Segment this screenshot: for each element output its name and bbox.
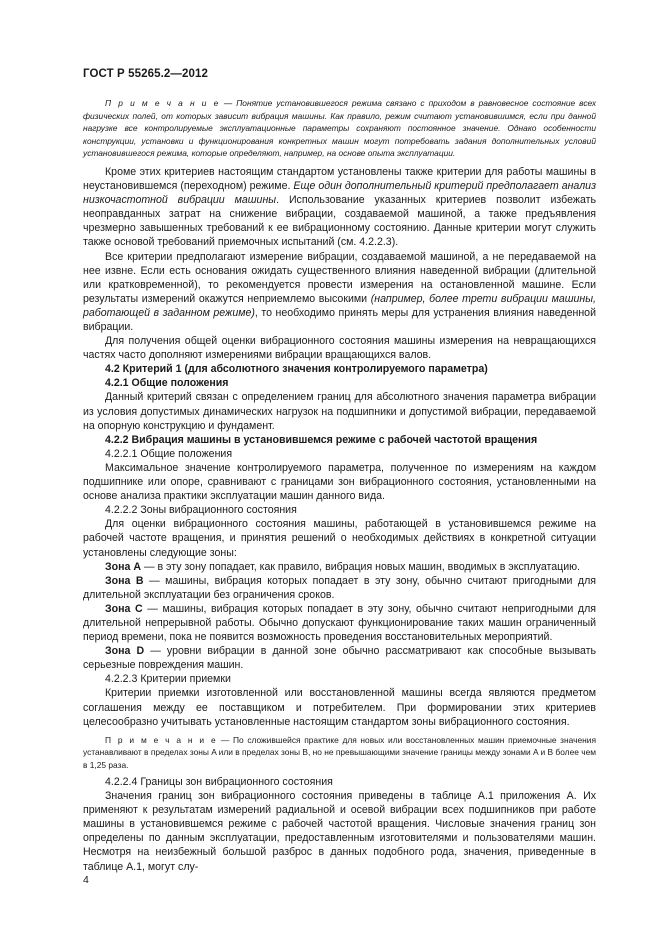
zone-label: Зона B bbox=[105, 574, 144, 587]
zone-label: Зона A bbox=[105, 560, 141, 573]
section-heading-4-2-2-1: 4.2.2.1 Общие положения bbox=[105, 447, 233, 460]
paragraph-text: Кроме этих критериев настоящим стандартом установлены также критерии для работы машины в неустановившемся (переходном) режиме. bbox=[83, 165, 596, 193]
zone-text: — в эту зону попадает, как правило, вибрация новых машин, вводимых в эксплуатацию. bbox=[141, 560, 580, 573]
paragraph-text: Все критерии предполагают измерение вибрации, создаваемой машиной, а не передаваемой на нее извне. Если есть основания ожидать существенного влияния наведенной вибрации (длительной или кратковременной), то рекомендуется провести измерения на остановленной машине. Если результаты измерений окажутся неприемлемо высокими bbox=[83, 250, 596, 305]
section-heading-4-2-2-4: 4.2.2.4 Границы зон вибрационного состояния bbox=[105, 775, 333, 788]
document-header: ГОСТ Р 55265.2—2012 bbox=[83, 68, 208, 80]
paragraph-induced-vibration bbox=[83, 250, 596, 335]
paragraph-text: , то необходимо принять меры для устранения влияния наведенной вибрации. bbox=[83, 306, 596, 333]
paragraph-4-2-2-2: Для оценки вибрационного состояния машины, работающей в установившемся режиме на рабочей частоте вращения, и принятия решений о необходимых действиях в конкретной ситуации установлены следующие зоны: bbox=[83, 518, 596, 559]
document-body bbox=[83, 97, 596, 874]
paragraph-italic-text: Еще один дополнительный критерий предполагает анализ низкочастотной вибрации машины bbox=[83, 180, 596, 207]
section-heading-4-2-1: 4.2.1 Общие положения bbox=[105, 377, 229, 390]
note-label: П р и м е ч а н и е bbox=[105, 734, 218, 745]
note-acceptance bbox=[83, 734, 596, 771]
paragraph-4-2-2-4: Значения границ зон вибрационного состояния приведены в таблице А.1 приложения А. Их применяют к результатам измерений радиальной и осевой вибрации всех подшипников при работе машины в установившемся режиме с рабочей частотой вращения. Числовые значения границ зон определены по данным эксплуатации, предоставленным изготовителями и пользователями машин. Несмотря на неизбежный большой разброс в данных подобного рода, значения, приведенные в таблице А.1, могут слу- bbox=[83, 790, 596, 873]
zone-text: — машины, вибрация которых попадает в эту зону, обычно считают непригодными для длительной непрерывной работы. Обычно допускают функционирование таких машин ограниченный период времени, пока не появится возможность проведения восстановительных мероприятий. bbox=[83, 602, 597, 644]
paragraph-text: . Использование указанных критериев позволит избежать неоправданных затрат на снижение вибрации, создаваемой машиной, а также предъявления чрезмерно завышенных требований к ее вибрационному состоянию. Данные критерии могут служить также основой требований приемочных испытаний (см. 4.2.2.3). bbox=[83, 194, 596, 249]
paragraph-4-2-1: Данный критерий связан с определением границ для абсолютного значения параметра вибрации из условия допустимых динамических нагрузок на подшипники и допустимой вибрации, передаваемой на опорную конструкцию и фундамент. bbox=[83, 391, 596, 432]
paragraph-4-2-2-1: Максимальное значение контролируемого параметра, полученное по измерениям на каждом подшипнике или опоре, сравнивают с границами зон вибрационного состояния, установленными на основе анализа практики эксплуатации машин данного вида. bbox=[83, 461, 596, 503]
note-text: — Понятие установившегося режима связано с приходом в равновесное состояние всех физических полей, от которых зависит вибрация машины. Как правило, режим считают установившимся, если при данной нагрузке все контролируемые эксплуатационные параметры сохраняют постоянное значение. Однако особенности конструкции, установки и функционирования конкретных машин могут потребовать задания дополнительных условий установившегося режима, которые определяют, например, на основе опыта эксплуатации. bbox=[83, 98, 597, 159]
paragraph-4-2-2-3: Критерии приемки изготовленной или восстановленной машины всегда являются предметом соглашения между ее поставщиком и потребителем. При формировании этих критериев целесообразно учитывать установленные настоящим стандартом зоны вибрационного состояния. bbox=[83, 687, 596, 728]
zone-text: — уровни вибрации в данной зоне обычно рассматривают как способные вызывать серьезные повреждения машин. bbox=[83, 645, 596, 672]
zone-text: — машины, вибрация которых попадает в эту зону, обычно считают пригодными для длительной эксплуатации без ограничения сроков. bbox=[83, 574, 596, 601]
zone-a-item bbox=[83, 560, 596, 574]
note-steady-state bbox=[83, 97, 596, 160]
note-label: П р и м е ч а н и е bbox=[105, 98, 220, 108]
section-heading-4-2-2-3: 4.2.2.3 Критерии приемки bbox=[105, 673, 231, 686]
zone-d-item bbox=[83, 644, 596, 672]
section-heading-4-2: 4.2 Критерий 1 (для абсолютного значения контролируемого параметра) bbox=[105, 363, 488, 376]
page-number: 4 bbox=[83, 874, 89, 886]
paragraph-italic-text: (например, более трети вибрации машины, работающей в заданном режиме) bbox=[83, 292, 596, 319]
paragraph-additional-criteria bbox=[83, 165, 596, 250]
paragraph-shaft-vibration: Для получения общей оценки вибрационного состояния машины измерения на невращающихся частях часто дополняют измерениями вибрации вращающихся валов. bbox=[83, 335, 596, 362]
zone-label: Зона D bbox=[105, 645, 145, 658]
zone-label: Зона C bbox=[105, 602, 143, 615]
zone-c-item bbox=[83, 602, 596, 644]
section-heading-4-2-2-2: 4.2.2.2 Зоны вибрационного состояния bbox=[105, 504, 297, 517]
note-text: — По сложившейся практике для новых или восстановленных машин приемочные значения устанавливают в пределах зоны A или в пределах зоны B, но не превышающими значение границы между зонами A и B более чем в 1,25 раза. bbox=[83, 734, 596, 770]
zone-b-item bbox=[83, 574, 596, 602]
section-heading-4-2-2: 4.2.2 Вибрация машины в установившемся режиме с рабочей частотой вращения bbox=[105, 433, 538, 446]
